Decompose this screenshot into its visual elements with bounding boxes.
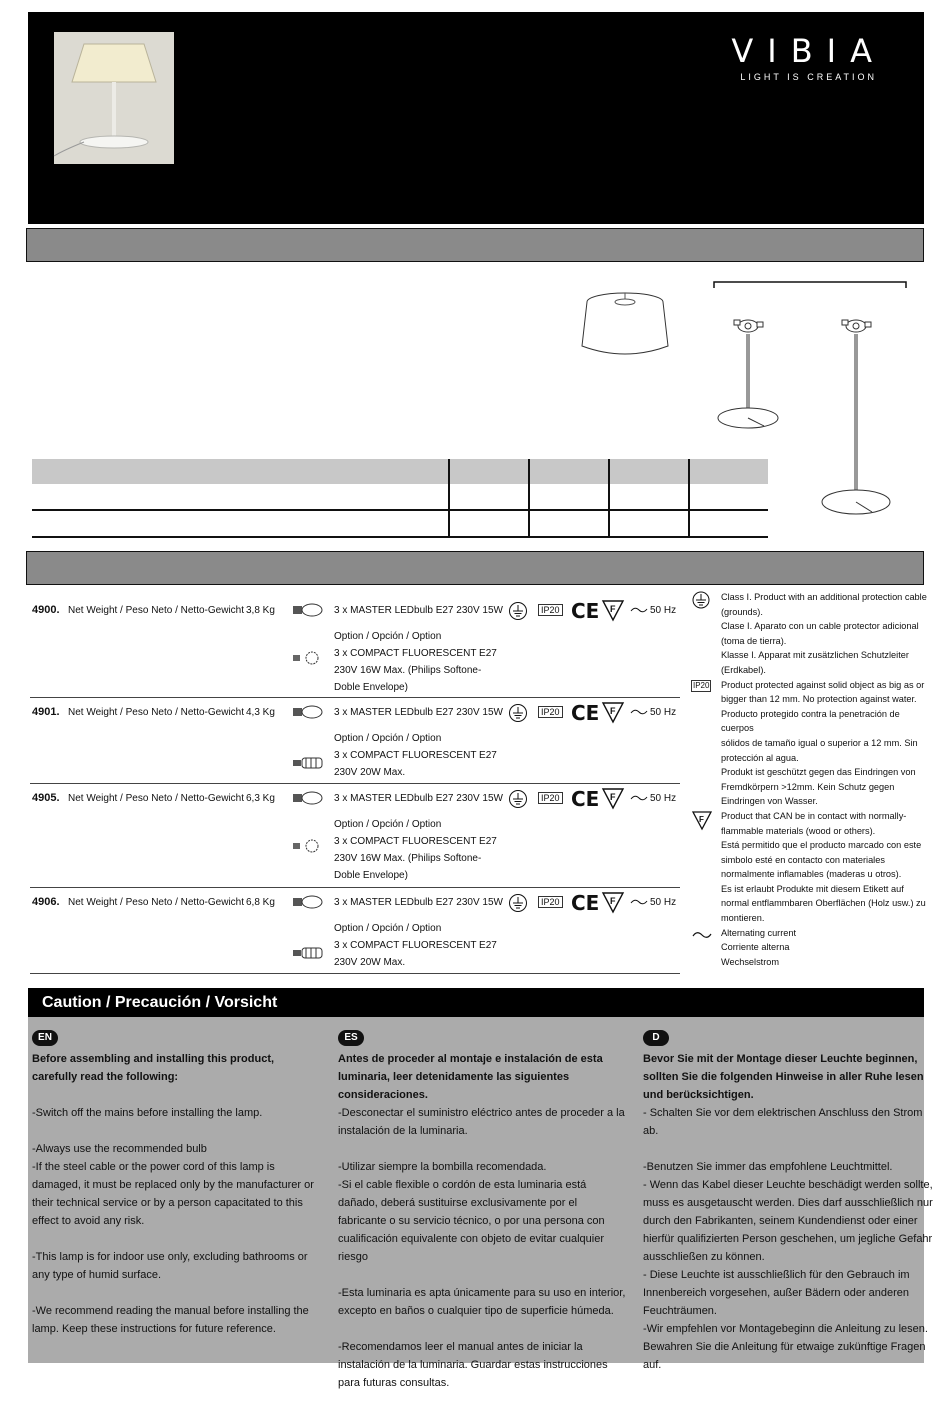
ce-mark: CE [571,891,600,915]
dimension-bracket [712,280,908,288]
f-mark-icon [602,599,624,621]
ce-mark: CE [571,599,600,623]
symbol-legend [690,590,930,969]
legend-item: Class I. Product with an additional protection cable (grounds). Clase I. Aparato con un cable protector adicional (toma de tierra). Klasse I. Apparat mit zusätzlichen Schutzleiter (Erdkabel). [690,590,930,678]
alt-bulb-line: 3 x COMPACT FLUORESCENT E27 [334,750,497,761]
language-badge: ES [338,1030,364,1046]
option-label: Option / Opción / Option [334,631,442,642]
ip20-badge: IP20 [538,896,563,908]
product-row [30,596,680,698]
brand-name: VIBIA [731,32,886,70]
alt-bulb-line: 230V 16W Max. (Philips Softone- [334,665,482,676]
product-ref: 4906. [32,896,60,908]
caution-intro: Bevor Sie mit der Montage dieser Leuchte beginnen, sollten Sie die folgenden Hinweise in aller Ruhe lesen und berücksichtigen. [643,1053,924,1101]
alternating-current-icon [630,605,648,615]
table-row [32,484,768,511]
product-ref: 4901. [32,706,60,718]
frequency: 50 Hz [650,897,677,908]
ce-mark: CE [571,787,600,811]
compact-fluorescent-icon [292,756,324,770]
weight-value: 6,3 Kg [246,793,275,804]
caution-column-es [338,1028,628,1410]
legend-item: IP20 Product protected against solid object as big as or bigger than 12 mm. No protection against water. Producto protegido contra la penetración de cuerpos sólidos de tamaño igual o superior a 12 mm. Sin protección al agua. Produkt ist geschützt gegen das Eindringen von Fremdkörpern >12mm. Kein Schutz gegen Eindringen von Wasser. [693,679,925,807]
ip20-badge: IP20 [538,706,563,718]
svg-text:F: F [699,814,704,824]
product-ref: 4900. [32,604,60,616]
globe-bulb-icon [292,651,324,665]
weight-value: 6,8 Kg [246,897,275,908]
ip20-badge: IP20 [538,604,563,616]
table-row [32,511,768,538]
svg-text:F: F [610,706,616,716]
product-photo [54,32,174,164]
led-spec: 3 x MASTER LEDbulb E27 230V 15W [334,707,503,718]
led-spec: 3 x MASTER LEDbulb E27 230V 15W [334,897,503,908]
caution-section [28,988,933,1389]
caution-paragraph: -Desconectar el suministro eléctrico antes de proceder a la instalación de la luminaria. [338,1107,625,1137]
option-label: Option / Opción / Option [334,923,442,934]
option-label: Option / Opción / Option [334,819,442,830]
caution-intro: Antes de proceder al montaje e instalación de esta luminaria, leer detenidamente las siguientes consideraciones. [338,1053,603,1101]
svg-text:F: F [610,896,616,906]
ip20-icon: IP20 [693,680,710,690]
frequency: 50 Hz [650,707,677,718]
led-spec: 3 x MASTER LEDbulb E27 230V 15W [334,793,503,804]
product-row [30,888,680,974]
ground-icon [508,601,528,621]
product-row [30,698,680,784]
weight-label: Net Weight / Peso Neto / Netto-Gewicht [68,707,245,718]
alternating-current-icon [692,930,712,940]
language-badge: D [643,1030,669,1046]
weight-label: Net Weight / Peso Neto / Netto-Gewicht [68,605,245,616]
shade-drawing [580,280,670,360]
led-bulb-icon [292,705,324,719]
floor-lamp-drawing [818,314,898,522]
alternating-current-icon [630,707,648,717]
caution-paragraph: -This lamp is for indoor use only, excluding bathrooms or any type of humid surface. [32,1251,308,1281]
led-spec: 3 x MASTER LEDbulb E27 230V 15W [334,605,503,616]
ground-icon [508,893,528,913]
ce-mark: CE [571,701,600,725]
legend-item: F Product that CAN be in contact with normally- flammable materials (wood or others). Está permitido que el producto marcado con este simbolo esté en contacto con materiales normalmente inflamables (maderas u otros). Es ist erlaubt Produkte mit diesem Etikett auf normal entflammbaren Oberflächen (Holz usw.) zu montieren. [690,809,930,926]
frequency: 50 Hz [650,793,677,804]
led-bulb-icon [292,895,324,909]
caution-paragraph: -Esta luminaria es apta únicamente para su uso en interior, excepto en baños o cualquier tipo de superficie húmeda. [338,1287,626,1317]
f-mark-icon [602,891,624,913]
alternating-current-icon [630,897,648,907]
legend-item: Alternating current Corriente alterna Wechselstrom [690,926,930,970]
ground-icon [508,703,528,723]
alt-bulb-line: 3 x COMPACT FLUORESCENT E27 [334,836,497,847]
alt-bulb-line: Doble Envelope) [334,682,408,693]
caution-title: Caution / Precaución / Vorsicht [28,988,924,1017]
globe-bulb-icon [292,839,324,853]
alt-bulb-line: 230V 20W Max. [334,767,406,778]
language-badge: EN [32,1030,58,1046]
alt-bulb-line: 230V 20W Max. [334,957,406,968]
caution-paragraph: -Utilizar siempre la bombilla recomendada. -Si el cable flexible o cordón de esta luminaria está dañado, deberá sustituirse exclusivamente por el fabricante o su servicio técnico, o por una persona con cualificación equivalente con objeto de evitar cualquier riesgo [338,1161,605,1263]
table-header-row [32,459,768,484]
section-bar-specs [26,551,924,585]
ground-icon [692,591,710,609]
table-lamp-drawing [712,314,784,434]
caution-intro: Before assembling and installing this product, carefully read the following: [32,1053,275,1083]
weight-value: 3,8 Kg [246,605,275,616]
ip20-badge: IP20 [538,792,563,804]
led-bulb-icon [292,603,324,617]
header-banner [28,12,924,224]
svg-text:F: F [610,604,616,614]
ground-icon [508,789,528,809]
weight-value: 4,3 Kg [246,707,275,718]
svg-text:F: F [610,792,616,802]
product-list [30,596,680,974]
caution-column-en [32,1028,322,1356]
caution-paragraph: -Switch off the mains before installing the lamp. [32,1107,263,1119]
weight-label: Net Weight / Peso Neto / Netto-Gewicht [68,897,245,908]
caution-paragraph: -Benutzen Sie immer das empfohlene Leuchtmittel. - Wenn das Kabel dieser Leuchte beschädigt werden sollte, muss es ausgetauscht werden. Dies darf ausschließlich nur durch den Fabrikanten, seinem Kundendienst oder einer hierfür qualifizierten Person geschehen, um jegliche Gefahr ausschließen zu können. - Diese Leuchte ist ausschließlich für den Gebrauch im Innenbereich vorgesehen, außer Bädern oder anderen Feuchträumen. -Wir empfehlen vor Montagebeginn die Anleitung zu lesen. Bewahren Sie die Anleitung für etwaige zukünftige Fragen auf. [643,1161,933,1371]
caution-paragraph: -Recomendamos leer el manual antes de iniciar la instalación de la luminaria. Guardar estas instrucciones para futuras consultas. [338,1341,608,1389]
weight-label: Net Weight / Peso Neto / Netto-Gewicht [68,793,245,804]
alt-bulb-line: 230V 16W Max. (Philips Softone- [334,853,482,864]
caution-paragraph: -We recommend reading the manual before installing the lamp. Keep these instructions for future reference. [32,1305,309,1335]
caution-column-de [643,1028,933,1392]
dimensions-table [32,459,768,538]
option-label: Option / Opción / Option [334,733,442,744]
f-mark-icon [602,701,624,723]
alt-bulb-line: 3 x COMPACT FLUORESCENT E27 [334,940,497,951]
caution-paragraph: - Schalten Sie vor dem elektrischen Anschluss den Strom ab. [643,1107,923,1137]
f-mark-icon [692,810,712,830]
product-row [30,784,680,888]
f-mark-icon [602,787,624,809]
brand-logo [731,34,886,82]
section-bar-models [26,228,924,262]
compact-fluorescent-icon [292,946,324,960]
caution-paragraph: -Always use the recommended bulb -If the steel cable or the power cord of this lamp is damaged, it must be replaced only by the manufacturer or their technical service or by a person capacitated to this effect to avoid any risk. [32,1143,314,1227]
product-ref: 4905. [32,792,60,804]
alt-bulb-line: 3 x COMPACT FLUORESCENT E27 [334,648,497,659]
alt-bulb-line: Doble Envelope) [334,870,408,881]
frequency: 50 Hz [650,605,677,616]
alternating-current-icon [630,793,648,803]
led-bulb-icon [292,791,324,805]
brand-tagline: LIGHT IS CREATION [740,72,878,82]
